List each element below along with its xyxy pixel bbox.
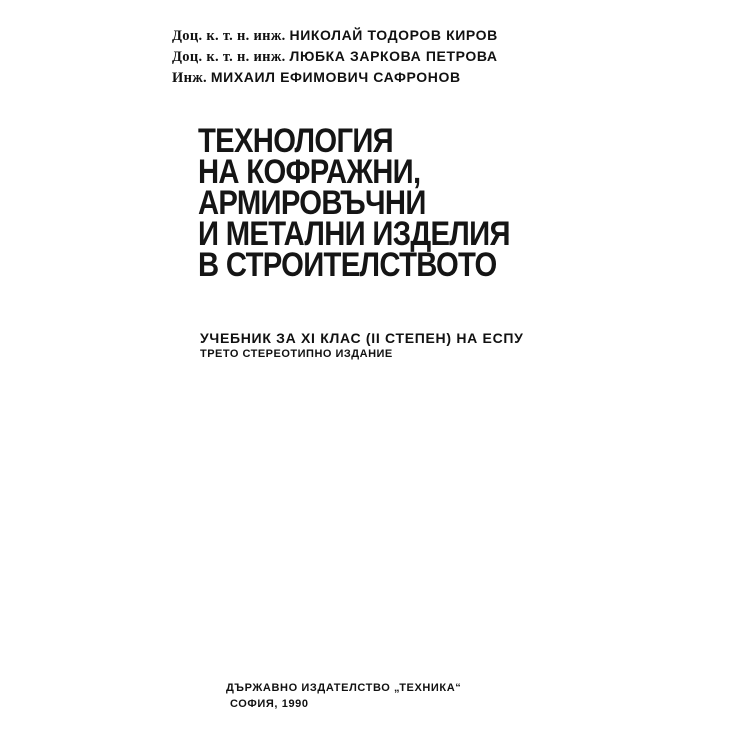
author-name: НИКОЛАЙ ТОДОРОВ КИРОВ — [289, 27, 498, 43]
author-rank: Доц. к. т. н. инж. — [172, 49, 286, 65]
authors-block — [172, 25, 572, 88]
author-rank: Доц. к. т. н. инж. — [172, 28, 286, 44]
title-line: АРМИРОВЪЧНИ — [198, 184, 426, 222]
title-line: И МЕТАЛНИ ИЗДЕЛИЯ — [198, 215, 510, 253]
author-name: МИХАИЛ ЕФИМОВИЧ САФРОНОВ — [210, 69, 461, 85]
publisher-block — [226, 680, 526, 712]
author-line — [172, 67, 572, 88]
subtitle-textbook-class: УЧЕБНИК ЗА XI КЛАС (II СТЕПЕН) НА ЕСПУ — [200, 330, 524, 346]
title-line: В СТРОИТЕЛСТВОТО — [198, 246, 497, 284]
publisher-city-year: СОФИЯ, 1990 — [230, 698, 309, 710]
author-rank: Инж. — [172, 70, 207, 86]
author-line — [172, 25, 572, 46]
subtitle-edition: ТРЕТО СТЕРЕОТИПНО ИЗДАНИЕ — [200, 348, 393, 360]
book-title — [198, 122, 658, 284]
subtitle-block — [200, 329, 560, 361]
title-line: НА КОФРАЖНИ, — [198, 153, 421, 191]
publisher-name: ДЪРЖАВНО ИЗДАТЕЛСТВО „ТЕХНИКА“ — [226, 682, 462, 694]
author-name: ЛЮБКА ЗАРКОВА ПЕТРОВА — [289, 48, 498, 64]
author-line — [172, 46, 572, 67]
title-line: ТЕХНОЛОГИЯ — [198, 122, 393, 160]
